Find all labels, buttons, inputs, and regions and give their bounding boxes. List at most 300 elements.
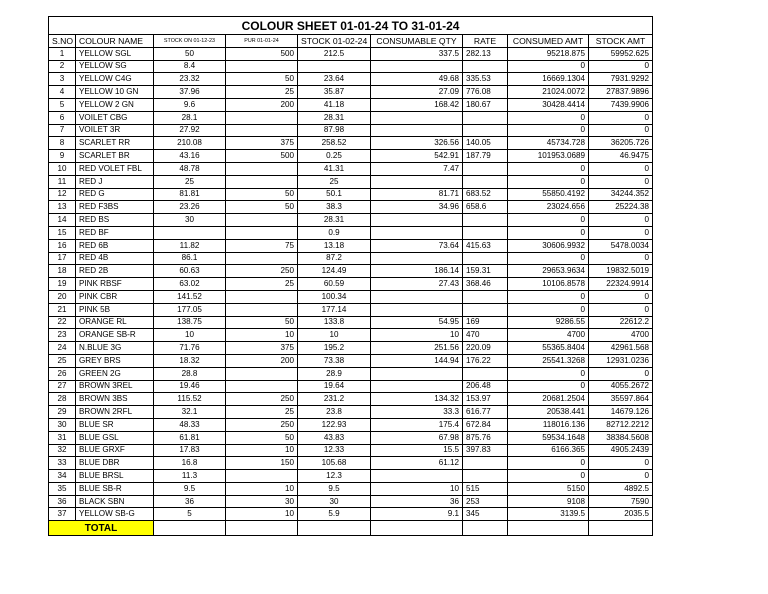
cell-rate bbox=[463, 175, 508, 188]
header-sno: S.NO bbox=[49, 35, 76, 48]
table-row bbox=[49, 354, 653, 367]
cell-purchase bbox=[226, 175, 298, 188]
cell-stock: 212.5 bbox=[298, 47, 371, 60]
cell-consumed-amt: 9108 bbox=[508, 495, 589, 508]
cell-consumed-amt: 0 bbox=[508, 175, 589, 188]
table-row bbox=[49, 98, 653, 111]
cell-consumed-amt: 0 bbox=[508, 214, 589, 227]
cell-colour-name: SCARLET BR bbox=[76, 150, 154, 163]
cell-consumed-amt: 30428.4414 bbox=[508, 98, 589, 111]
cell-stock: 28.31 bbox=[298, 214, 371, 227]
cell-consumed-amt: 20681.2504 bbox=[508, 393, 589, 406]
cell-rate bbox=[463, 470, 508, 483]
cell-rate bbox=[463, 290, 508, 303]
cell-opening-stock: 25 bbox=[154, 175, 226, 188]
table-row bbox=[49, 188, 653, 201]
cell-stock-amt: 35597.864 bbox=[589, 393, 653, 406]
cell-consumable-qty bbox=[371, 124, 463, 137]
cell-opening-stock: 16.8 bbox=[154, 457, 226, 470]
cell-purchase: 500 bbox=[226, 47, 298, 60]
cell-sno: 22 bbox=[49, 316, 76, 329]
cell-opening-stock: 210.08 bbox=[154, 137, 226, 150]
cell-stock: 10 bbox=[298, 329, 371, 342]
cell-stock: 124.49 bbox=[298, 265, 371, 278]
cell-colour-name: BROWN 3REL bbox=[76, 380, 154, 393]
cell-purchase: 200 bbox=[226, 98, 298, 111]
cell-sno: 16 bbox=[49, 239, 76, 252]
cell-consumed-amt: 0 bbox=[508, 367, 589, 380]
cell-sno: 25 bbox=[49, 354, 76, 367]
cell-rate: 415.63 bbox=[463, 239, 508, 252]
cell-colour-name: N.BLUE 3G bbox=[76, 342, 154, 355]
cell-stock-amt: 25224.38 bbox=[589, 201, 653, 214]
cell-stock-amt: 0 bbox=[589, 252, 653, 265]
cell-opening-stock: 63.02 bbox=[154, 278, 226, 291]
cell-sno: 31 bbox=[49, 431, 76, 444]
cell-colour-name: BROWN 2RFL bbox=[76, 406, 154, 419]
total-cell bbox=[508, 521, 589, 536]
cell-colour-name: GREY BRS bbox=[76, 354, 154, 367]
cell-consumable-qty bbox=[371, 175, 463, 188]
cell-purchase: 375 bbox=[226, 342, 298, 355]
table-row bbox=[49, 470, 653, 483]
total-cell bbox=[371, 521, 463, 536]
cell-consumable-qty: 61.12 bbox=[371, 457, 463, 470]
cell-stock: 5.9 bbox=[298, 508, 371, 521]
cell-stock: 35.87 bbox=[298, 86, 371, 99]
table-row bbox=[49, 290, 653, 303]
cell-sno: 6 bbox=[49, 111, 76, 124]
table-row bbox=[49, 175, 653, 188]
cell-purchase bbox=[226, 226, 298, 239]
cell-rate bbox=[463, 303, 508, 316]
cell-purchase: 10 bbox=[226, 482, 298, 495]
cell-colour-name: YELLOW SB-G bbox=[76, 508, 154, 521]
cell-colour-name: RED F3BS bbox=[76, 201, 154, 214]
table-row bbox=[49, 137, 653, 150]
cell-colour-name: PINK 5B bbox=[76, 303, 154, 316]
cell-consumed-amt: 0 bbox=[508, 226, 589, 239]
cell-consumed-amt: 0 bbox=[508, 290, 589, 303]
cell-colour-name: RED J bbox=[76, 175, 154, 188]
cell-stock-amt: 4905.2439 bbox=[589, 444, 653, 457]
cell-purchase bbox=[226, 60, 298, 73]
table-row bbox=[49, 265, 653, 278]
header-row bbox=[49, 35, 653, 48]
cell-opening-stock: 86.1 bbox=[154, 252, 226, 265]
cell-rate bbox=[463, 252, 508, 265]
cell-purchase: 375 bbox=[226, 137, 298, 150]
cell-opening-stock: 11.3 bbox=[154, 470, 226, 483]
cell-consumed-amt: 6166.365 bbox=[508, 444, 589, 457]
cell-consumable-qty: 144.94 bbox=[371, 354, 463, 367]
cell-opening-stock: 11.82 bbox=[154, 239, 226, 252]
cell-sno: 4 bbox=[49, 86, 76, 99]
cell-stock-amt: 0 bbox=[589, 214, 653, 227]
cell-rate bbox=[463, 226, 508, 239]
cell-stock: 41.18 bbox=[298, 98, 371, 111]
table-row bbox=[49, 111, 653, 124]
total-cell bbox=[154, 521, 226, 536]
cell-colour-name: VOILET CBG bbox=[76, 111, 154, 124]
cell-consumable-qty: 36 bbox=[371, 495, 463, 508]
table-row bbox=[49, 252, 653, 265]
cell-stock-amt: 0 bbox=[589, 175, 653, 188]
cell-consumed-amt: 45734.728 bbox=[508, 137, 589, 150]
cell-consumable-qty bbox=[371, 470, 463, 483]
cell-rate: 672.84 bbox=[463, 418, 508, 431]
cell-opening-stock: 36 bbox=[154, 495, 226, 508]
cell-stock: 195.2 bbox=[298, 342, 371, 355]
cell-sno: 28 bbox=[49, 393, 76, 406]
cell-consumed-amt: 23024.656 bbox=[508, 201, 589, 214]
cell-colour-name: PINK RBSF bbox=[76, 278, 154, 291]
cell-consumable-qty: 54.95 bbox=[371, 316, 463, 329]
cell-consumable-qty: 186.14 bbox=[371, 265, 463, 278]
cell-stock: 100.34 bbox=[298, 290, 371, 303]
cell-colour-name: YELLOW 10 GN bbox=[76, 86, 154, 99]
cell-opening-stock: 5 bbox=[154, 508, 226, 521]
cell-rate: 140.05 bbox=[463, 137, 508, 150]
cell-stock bbox=[298, 60, 371, 73]
cell-rate: 206.48 bbox=[463, 380, 508, 393]
cell-purchase bbox=[226, 214, 298, 227]
cell-sno: 17 bbox=[49, 252, 76, 265]
table-row bbox=[49, 86, 653, 99]
cell-purchase: 150 bbox=[226, 457, 298, 470]
table-row bbox=[49, 226, 653, 239]
table-row bbox=[49, 47, 653, 60]
cell-colour-name: GREEN 2G bbox=[76, 367, 154, 380]
cell-stock: 28.31 bbox=[298, 111, 371, 124]
cell-stock: 25 bbox=[298, 175, 371, 188]
table-row bbox=[49, 150, 653, 163]
cell-rate: 282.13 bbox=[463, 47, 508, 60]
cell-stock-amt: 12931.0236 bbox=[589, 354, 653, 367]
table-row bbox=[49, 214, 653, 227]
cell-purchase: 10 bbox=[226, 508, 298, 521]
cell-opening-stock: 37.96 bbox=[154, 86, 226, 99]
table-row bbox=[49, 508, 653, 521]
cell-consumed-amt: 30606.9932 bbox=[508, 239, 589, 252]
cell-stock: 133.8 bbox=[298, 316, 371, 329]
table-row bbox=[49, 444, 653, 457]
table-row bbox=[49, 162, 653, 175]
cell-opening-stock: 60.63 bbox=[154, 265, 226, 278]
cell-consumable-qty: 168.42 bbox=[371, 98, 463, 111]
table-row bbox=[49, 278, 653, 291]
cell-purchase bbox=[226, 162, 298, 175]
cell-stock: 231.2 bbox=[298, 393, 371, 406]
cell-rate: 470 bbox=[463, 329, 508, 342]
cell-purchase: 250 bbox=[226, 393, 298, 406]
cell-rate bbox=[463, 162, 508, 175]
table-row bbox=[49, 406, 653, 419]
cell-stock: 9.5 bbox=[298, 482, 371, 495]
cell-consumed-amt: 25541.3268 bbox=[508, 354, 589, 367]
cell-sno: 3 bbox=[49, 73, 76, 86]
table-row bbox=[49, 239, 653, 252]
cell-consumable-qty: 251.56 bbox=[371, 342, 463, 355]
table-row bbox=[49, 329, 653, 342]
cell-stock-amt: 82712.2212 bbox=[589, 418, 653, 431]
cell-consumed-amt: 0 bbox=[508, 470, 589, 483]
cell-colour-name: BLUE GRXF bbox=[76, 444, 154, 457]
cell-stock-amt: 0 bbox=[589, 124, 653, 137]
cell-stock-amt: 0 bbox=[589, 457, 653, 470]
cell-stock-amt: 27837.9896 bbox=[589, 86, 653, 99]
cell-opening-stock: 71.76 bbox=[154, 342, 226, 355]
cell-colour-name: VOILET 3R bbox=[76, 124, 154, 137]
cell-opening-stock: 50 bbox=[154, 47, 226, 60]
cell-consumed-amt: 55365.8404 bbox=[508, 342, 589, 355]
table-row bbox=[49, 201, 653, 214]
cell-sno: 36 bbox=[49, 495, 76, 508]
cell-stock: 41.31 bbox=[298, 162, 371, 175]
cell-purchase bbox=[226, 303, 298, 316]
cell-colour-name: YELLOW 2 GN bbox=[76, 98, 154, 111]
table-row bbox=[49, 124, 653, 137]
cell-stock: 87.98 bbox=[298, 124, 371, 137]
table-row bbox=[49, 367, 653, 380]
cell-sno: 9 bbox=[49, 150, 76, 163]
cell-stock-amt: 34244.352 bbox=[589, 188, 653, 201]
cell-opening-stock: 81.81 bbox=[154, 188, 226, 201]
cell-sno: 18 bbox=[49, 265, 76, 278]
cell-colour-name: RED VOLET FBL bbox=[76, 162, 154, 175]
cell-purchase bbox=[226, 380, 298, 393]
cell-opening-stock bbox=[154, 226, 226, 239]
table-row bbox=[49, 393, 653, 406]
table-row bbox=[49, 457, 653, 470]
cell-consumed-amt: 29653.9634 bbox=[508, 265, 589, 278]
cell-consumed-amt: 0 bbox=[508, 380, 589, 393]
cell-colour-name: YELLOW SGL bbox=[76, 47, 154, 60]
cell-stock-amt: 42961.568 bbox=[589, 342, 653, 355]
cell-rate bbox=[463, 457, 508, 470]
cell-opening-stock: 61.81 bbox=[154, 431, 226, 444]
cell-stock-amt: 0 bbox=[589, 290, 653, 303]
cell-opening-stock: 8.4 bbox=[154, 60, 226, 73]
cell-stock: 12.33 bbox=[298, 444, 371, 457]
cell-consumed-amt: 3139.5 bbox=[508, 508, 589, 521]
cell-consumable-qty bbox=[371, 214, 463, 227]
cell-purchase: 250 bbox=[226, 265, 298, 278]
cell-sno: 23 bbox=[49, 329, 76, 342]
cell-consumed-amt: 4700 bbox=[508, 329, 589, 342]
cell-rate: 169 bbox=[463, 316, 508, 329]
cell-opening-stock: 28.8 bbox=[154, 367, 226, 380]
cell-colour-name: BLUE DBR bbox=[76, 457, 154, 470]
cell-consumable-qty bbox=[371, 367, 463, 380]
header-purchase: PUR 01-01-24 bbox=[226, 35, 298, 48]
cell-stock-amt: 5478.0034 bbox=[589, 239, 653, 252]
cell-colour-name: BLUE GSL bbox=[76, 431, 154, 444]
cell-opening-stock: 27.92 bbox=[154, 124, 226, 137]
cell-stock-amt: 46.9475 bbox=[589, 150, 653, 163]
cell-purchase bbox=[226, 367, 298, 380]
cell-purchase bbox=[226, 252, 298, 265]
cell-stock: 12.3 bbox=[298, 470, 371, 483]
cell-stock: 0.9 bbox=[298, 226, 371, 239]
cell-sno: 10 bbox=[49, 162, 76, 175]
cell-stock-amt: 7439.9906 bbox=[589, 98, 653, 111]
cell-colour-name: BROWN 3BS bbox=[76, 393, 154, 406]
cell-colour-name: BLUE SB-R bbox=[76, 482, 154, 495]
cell-stock-amt: 38384.5608 bbox=[589, 431, 653, 444]
cell-sno: 35 bbox=[49, 482, 76, 495]
total-cell bbox=[298, 521, 371, 536]
cell-opening-stock: 23.26 bbox=[154, 201, 226, 214]
cell-sno: 12 bbox=[49, 188, 76, 201]
cell-stock-amt: 4700 bbox=[589, 329, 653, 342]
cell-rate: 180.67 bbox=[463, 98, 508, 111]
cell-rate: 153.97 bbox=[463, 393, 508, 406]
table-row bbox=[49, 482, 653, 495]
cell-stock-amt: 22612.2 bbox=[589, 316, 653, 329]
cell-purchase bbox=[226, 124, 298, 137]
cell-purchase: 25 bbox=[226, 406, 298, 419]
cell-stock: 73.38 bbox=[298, 354, 371, 367]
cell-stock: 50.1 bbox=[298, 188, 371, 201]
cell-stock-amt: 0 bbox=[589, 367, 653, 380]
cell-purchase: 250 bbox=[226, 418, 298, 431]
header-stock-amt: STOCK AMT bbox=[589, 35, 653, 48]
cell-colour-name: RED BF bbox=[76, 226, 154, 239]
cell-sno: 37 bbox=[49, 508, 76, 521]
cell-colour-name: RED BS bbox=[76, 214, 154, 227]
cell-consumed-amt: 16669.1304 bbox=[508, 73, 589, 86]
cell-colour-name: RED 2B bbox=[76, 265, 154, 278]
cell-colour-name: YELLOW C4G bbox=[76, 73, 154, 86]
table-row bbox=[49, 431, 653, 444]
cell-purchase: 50 bbox=[226, 188, 298, 201]
cell-purchase: 50 bbox=[226, 431, 298, 444]
cell-opening-stock: 9.6 bbox=[154, 98, 226, 111]
cell-consumable-qty: 134.32 bbox=[371, 393, 463, 406]
cell-purchase: 500 bbox=[226, 150, 298, 163]
cell-consumable-qty: 542.91 bbox=[371, 150, 463, 163]
cell-sno: 21 bbox=[49, 303, 76, 316]
cell-consumed-amt: 0 bbox=[508, 60, 589, 73]
table-row bbox=[49, 418, 653, 431]
cell-colour-name: RED 6B bbox=[76, 239, 154, 252]
cell-consumable-qty bbox=[371, 303, 463, 316]
cell-stock-amt: 4055.2672 bbox=[589, 380, 653, 393]
cell-consumable-qty: 34.96 bbox=[371, 201, 463, 214]
cell-stock: 87.2 bbox=[298, 252, 371, 265]
cell-stock-amt: 7590 bbox=[589, 495, 653, 508]
cell-consumable-qty: 10 bbox=[371, 329, 463, 342]
cell-opening-stock: 10 bbox=[154, 329, 226, 342]
header-consumable-qty: CONSUMABLE QTY bbox=[371, 35, 463, 48]
cell-consumed-amt: 118016.136 bbox=[508, 418, 589, 431]
cell-rate bbox=[463, 124, 508, 137]
cell-opening-stock: 141.52 bbox=[154, 290, 226, 303]
cell-consumable-qty: 33.3 bbox=[371, 406, 463, 419]
cell-colour-name: ORANGE RL bbox=[76, 316, 154, 329]
cell-consumable-qty bbox=[371, 380, 463, 393]
cell-stock-amt: 22324.9914 bbox=[589, 278, 653, 291]
cell-rate: 345 bbox=[463, 508, 508, 521]
cell-stock: 23.8 bbox=[298, 406, 371, 419]
cell-purchase: 50 bbox=[226, 201, 298, 214]
cell-sno: 20 bbox=[49, 290, 76, 303]
table-row bbox=[49, 60, 653, 73]
cell-stock-amt: 4892.5 bbox=[589, 482, 653, 495]
cell-consumed-amt: 20538.441 bbox=[508, 406, 589, 419]
cell-consumable-qty bbox=[371, 60, 463, 73]
total-cell bbox=[226, 521, 298, 536]
table-body bbox=[49, 47, 653, 520]
cell-consumed-amt: 0 bbox=[508, 303, 589, 316]
cell-opening-stock: 48.78 bbox=[154, 162, 226, 175]
cell-sno: 30 bbox=[49, 418, 76, 431]
total-cell bbox=[589, 521, 653, 536]
cell-colour-name: ORANGE SB-R bbox=[76, 329, 154, 342]
cell-consumed-amt: 101953.0689 bbox=[508, 150, 589, 163]
cell-consumable-qty: 337.5 bbox=[371, 47, 463, 60]
cell-stock-amt: 7931.9292 bbox=[589, 73, 653, 86]
cell-consumed-amt: 0 bbox=[508, 252, 589, 265]
cell-purchase bbox=[226, 470, 298, 483]
table-row bbox=[49, 342, 653, 355]
cell-sno: 27 bbox=[49, 380, 76, 393]
cell-rate bbox=[463, 60, 508, 73]
header-stock: STOCK 01-02-24 bbox=[298, 35, 371, 48]
cell-consumable-qty: 9.1 bbox=[371, 508, 463, 521]
total-row bbox=[49, 521, 653, 536]
cell-rate bbox=[463, 111, 508, 124]
cell-rate: 220.09 bbox=[463, 342, 508, 355]
cell-rate: 875.76 bbox=[463, 431, 508, 444]
cell-consumable-qty bbox=[371, 111, 463, 124]
cell-opening-stock: 43.16 bbox=[154, 150, 226, 163]
cell-sno: 5 bbox=[49, 98, 76, 111]
cell-consumable-qty bbox=[371, 252, 463, 265]
cell-consumable-qty: 27.43 bbox=[371, 278, 463, 291]
cell-sno: 24 bbox=[49, 342, 76, 355]
cell-sno: 33 bbox=[49, 457, 76, 470]
cell-stock-amt: 36205.726 bbox=[589, 137, 653, 150]
cell-consumed-amt: 5150 bbox=[508, 482, 589, 495]
cell-purchase: 75 bbox=[226, 239, 298, 252]
cell-consumed-amt: 0 bbox=[508, 111, 589, 124]
cell-opening-stock: 18.32 bbox=[154, 354, 226, 367]
cell-opening-stock: 30 bbox=[154, 214, 226, 227]
cell-consumed-amt: 59534.1648 bbox=[508, 431, 589, 444]
header-consumed-amt: CONSUMED AMT bbox=[508, 35, 589, 48]
cell-opening-stock: 17.83 bbox=[154, 444, 226, 457]
cell-rate: 253 bbox=[463, 495, 508, 508]
cell-rate: 658.6 bbox=[463, 201, 508, 214]
cell-sno: 1 bbox=[49, 47, 76, 60]
cell-rate: 176.22 bbox=[463, 354, 508, 367]
cell-colour-name: RED G bbox=[76, 188, 154, 201]
cell-consumable-qty: 27.09 bbox=[371, 86, 463, 99]
cell-rate: 187.79 bbox=[463, 150, 508, 163]
cell-colour-name: BLUE SR bbox=[76, 418, 154, 431]
cell-consumed-amt: 95218.875 bbox=[508, 47, 589, 60]
header-rate: RATE bbox=[463, 35, 508, 48]
cell-stock-amt: 0 bbox=[589, 111, 653, 124]
cell-consumable-qty bbox=[371, 290, 463, 303]
cell-consumed-amt: 9286.55 bbox=[508, 316, 589, 329]
cell-consumable-qty: 73.64 bbox=[371, 239, 463, 252]
cell-stock: 0.25 bbox=[298, 150, 371, 163]
cell-sno: 11 bbox=[49, 175, 76, 188]
cell-sno: 32 bbox=[49, 444, 76, 457]
